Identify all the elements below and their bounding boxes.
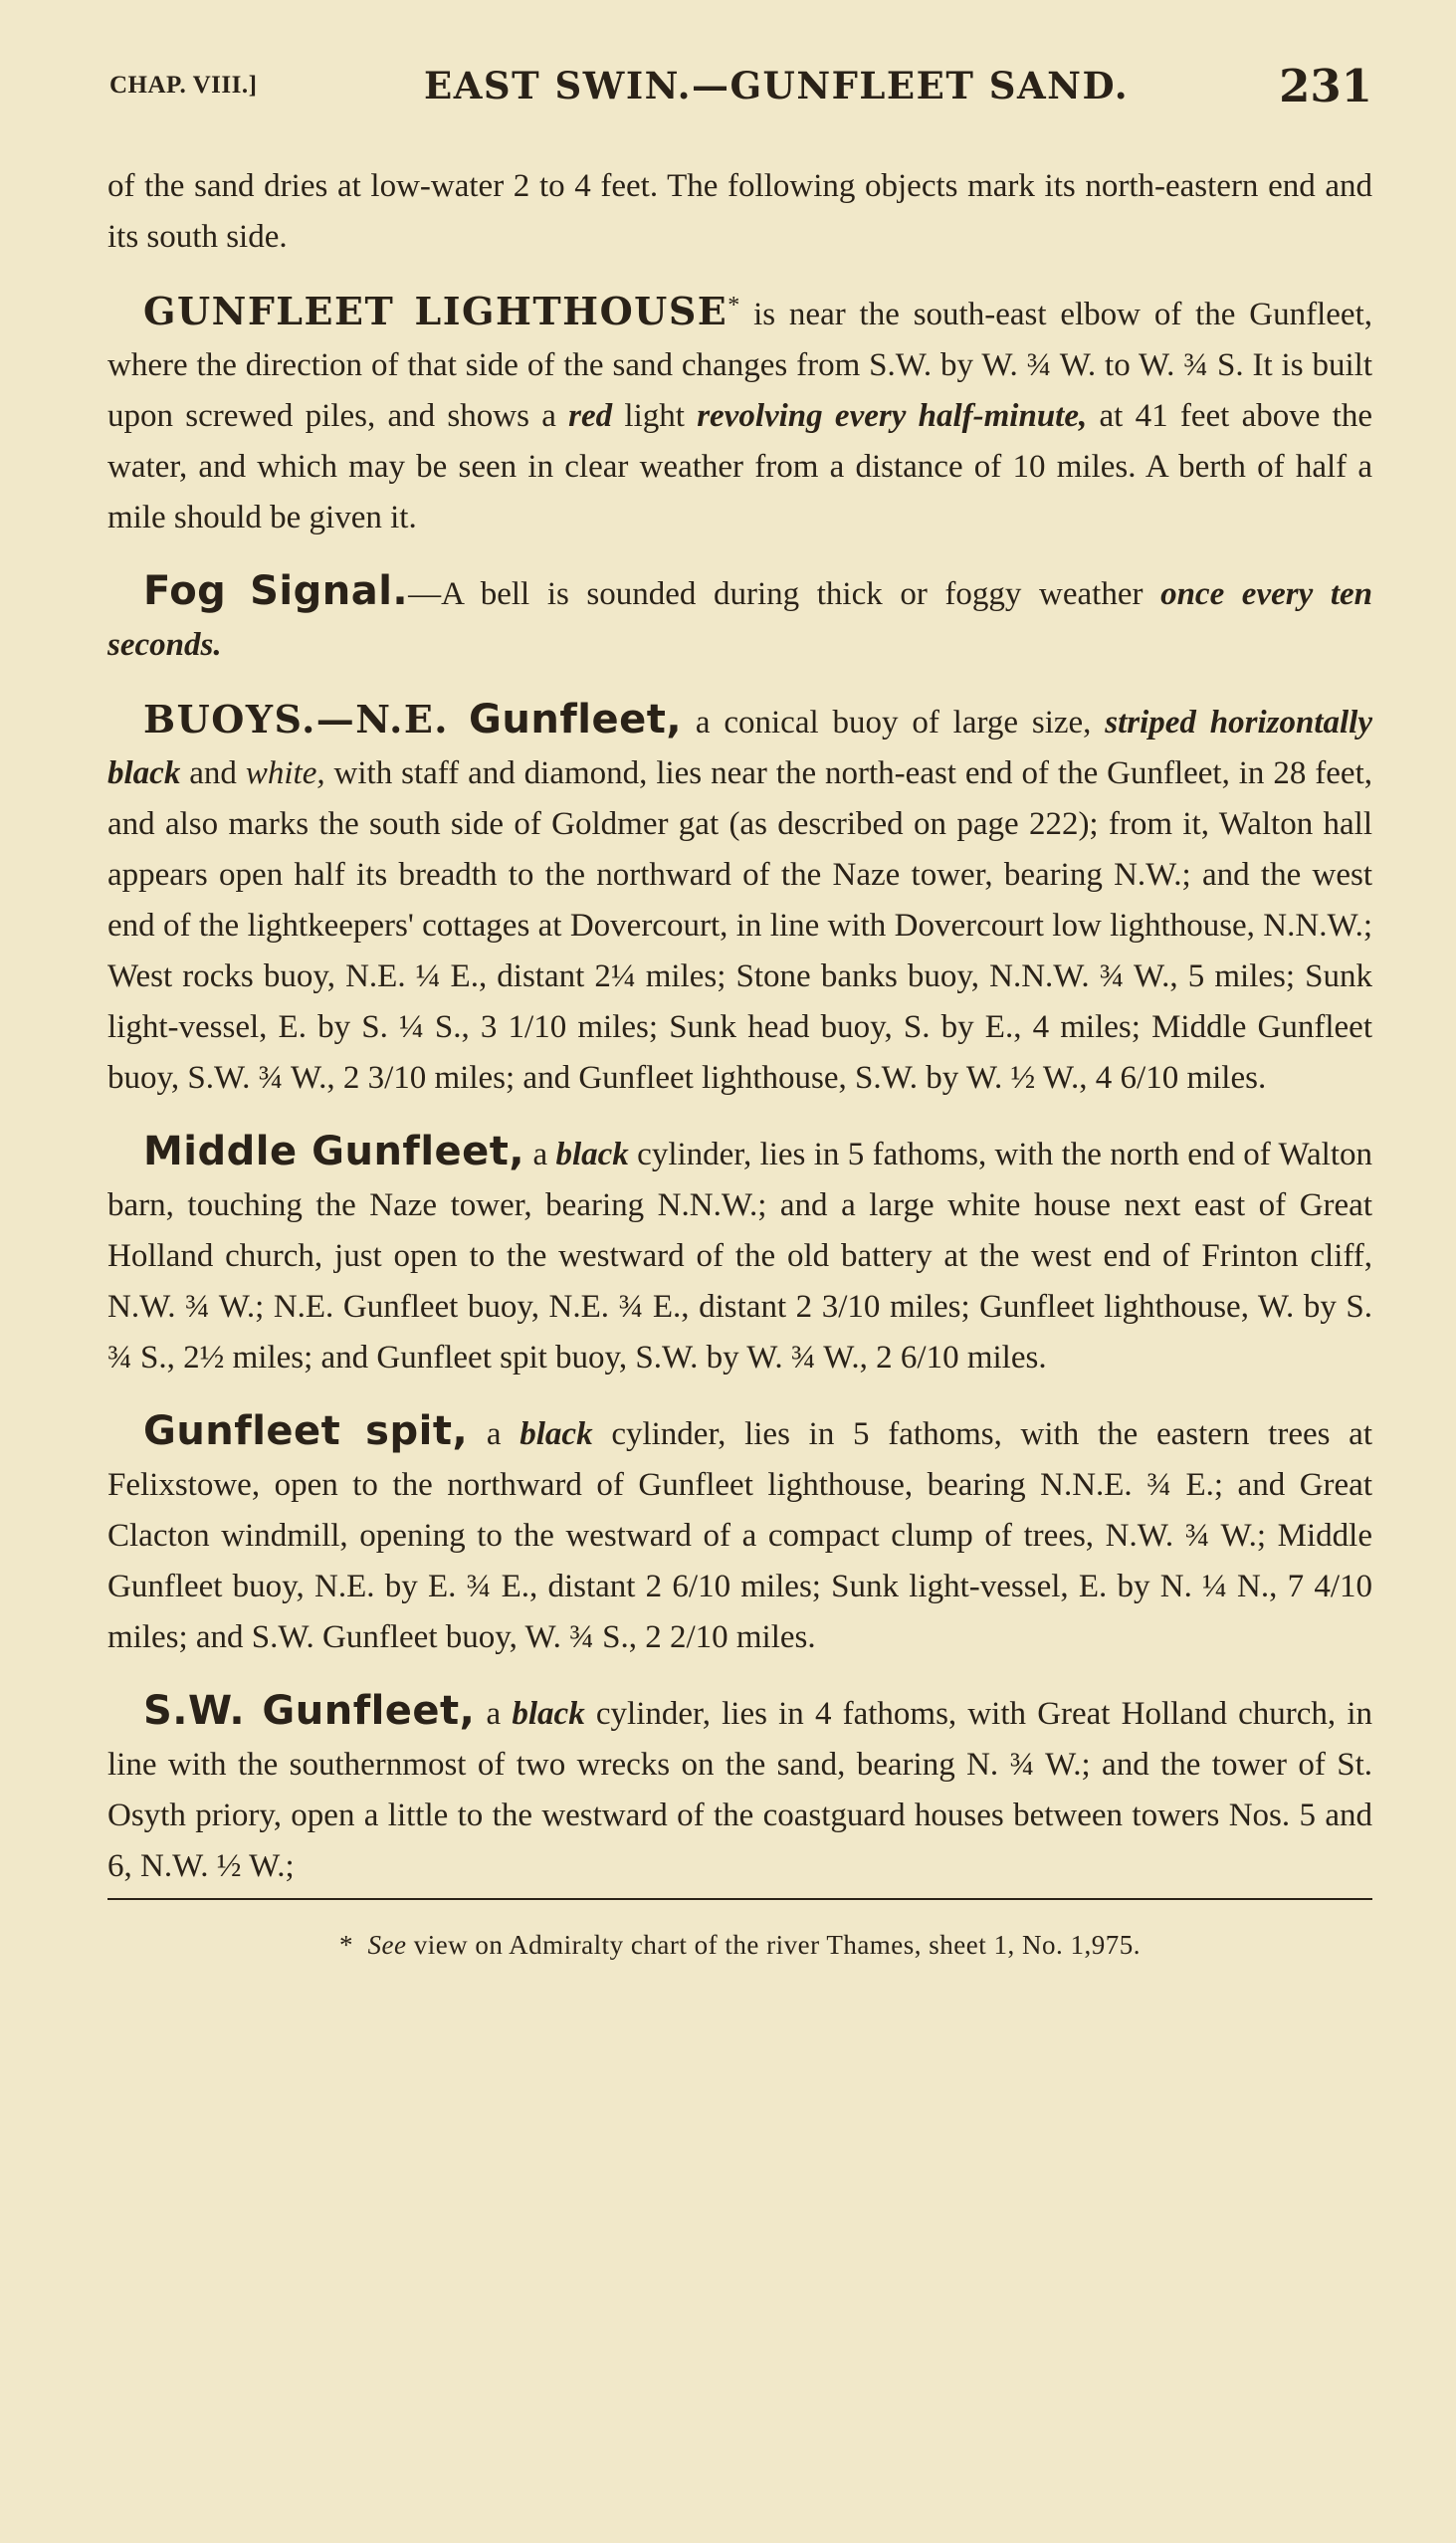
intro-paragraph xyxy=(107,161,1372,263)
footnote-rule xyxy=(107,1898,1372,1900)
lighthouse-text-3: at 41 feet above the water, and which may be seen in clear weather from a distance of 10 miles. A berth of half a mile should be given it. xyxy=(107,398,1372,535)
running-title: EAST SWIN.—GUNFLEET SAND. xyxy=(424,64,1130,107)
lighthouse-paragraph xyxy=(107,286,1372,543)
buoys-paragraph xyxy=(107,694,1372,1104)
chapter-label: CHAP. VIII.] xyxy=(109,72,258,99)
sw-text-2: cylinder, lies in 4 fathoms, with Great Holland church, in line with the southernmost of two wrecks on the sand, bearing N. ¾ W.; and the tower of St. Osyth priory, open a little to the westward of the coastguard houses between towers Nos. 5 and 6, N.W. ½ W.; xyxy=(107,1696,1373,1884)
buoys-italic-1: striped horizontally black xyxy=(107,705,1372,791)
fog-text-1: —A bell is sounded during thick or foggy weather xyxy=(408,576,1161,612)
ne-gunfleet-heading: Gunfleet, xyxy=(449,697,683,742)
buoys-italic-2: white, xyxy=(245,755,325,791)
buoys-text-2: and xyxy=(180,755,246,791)
gunfleet-spit-paragraph xyxy=(107,1406,1372,1663)
lighthouse-italic-2: revolving every half-minute, xyxy=(697,398,1088,434)
intro-text: of the sand dries at low-water 2 to 4 feet. The following objects mark its north-eastern end and its south side. xyxy=(107,168,1372,255)
fog-heading: Fog Signal. xyxy=(143,568,409,614)
sw-gunfleet-paragraph xyxy=(107,1686,1372,1892)
sw-gunfleet-heading: S.W. Gunfleet, xyxy=(143,1688,476,1734)
lighthouse-text-2: light xyxy=(612,398,698,434)
lighthouse-italic-1: red xyxy=(568,398,613,434)
middle-gunfleet-paragraph xyxy=(107,1127,1372,1383)
spit-italic-1: black xyxy=(520,1416,593,1452)
spit-text-1: a xyxy=(468,1416,520,1452)
body-text xyxy=(107,161,1372,1892)
buoys-heading: BUOYS.—N.E. xyxy=(143,697,450,742)
sw-italic-1: black xyxy=(512,1696,585,1732)
fog-italic-1: once every ten seconds. xyxy=(107,576,1373,663)
spit-text-2: cylinder, lies in 5 fathoms, with the eastern trees at Felixstowe, open to the northward of Gunfleet lighthouse, bearing N.N.E. ¾ E.; and Great Clacton windmill, opening to the westward of a compact clump of trees, N.W. ¾ W.; Middle Gunfleet buoy, N.E. by E. ¾ E., distant 2 6/10 miles; Sunk light-vessel, E. by N. ¼ N., 7 4/10 miles; and S.W. Gunfleet buoy, W. ¾ S., 2 2/10 miles. xyxy=(107,1416,1372,1655)
footnote xyxy=(107,1930,1372,1961)
gunfleet-spit-heading: Gunfleet spit, xyxy=(143,1408,469,1454)
middle-text-1: a xyxy=(524,1137,556,1172)
middle-italic-1: black xyxy=(555,1137,629,1172)
footnote-mark: * xyxy=(338,1930,353,1960)
buoys-text-3: with staff and diamond, lies near the north-east end of the Gunfleet, in 28 feet, and also marks the south side of Goldmer gat (as described on page 222); from it, Walton hall appears open half its breadth to the northward of the Naze tower, bearing N.W.; and the west end of the lightkeepers' cottages at Dovercourt, in line with Dovercourt low lighthouse, N.N.W.; West rocks buoy, N.E. ¼ E., distant 2¼ miles; Stone banks buoy, N.N.W. ¾ W., 5 miles; Sunk light-vessel, E. by S. ¼ S., 3 1/10 miles; Sunk head buoy, S. by E., 4 miles; Middle Gunfleet buoy, S.W. ¾ W., 2 3/10 miles; and Gunfleet lighthouse, S.W. by W. ½ W., 4 6/10 miles. xyxy=(107,755,1372,1096)
running-head xyxy=(107,60,1372,119)
fog-paragraph xyxy=(107,566,1372,671)
page-number: 231 xyxy=(1279,60,1372,112)
sw-text-1: a xyxy=(475,1696,513,1732)
buoys-text-1: a conical buoy of large size, xyxy=(682,705,1106,741)
lighthouse-heading: GUNFLEET LIGHTHOUSE xyxy=(143,289,728,333)
footnote-text: view on Admiralty chart of the river Thames, sheet 1, No. 1,975. xyxy=(406,1930,1142,1960)
footnote-see: See xyxy=(367,1930,407,1960)
middle-gunfleet-heading: Middle Gunfleet, xyxy=(143,1129,525,1174)
footnote-reference[interactable]: * xyxy=(728,293,740,318)
middle-text-2: cylinder, lies in 5 fathoms, with the north end of Walton barn, touching the Naze tower, bearing N.N.W.; and a large white house next east of Great Holland church, just open to the westward of the old battery at the west end of Frinton cliff, N.W. ¾ W.; N.E. Gunfleet buoy, N.E. ¾ E., distant 2 3/10 miles; Gunfleet lighthouse, W. by S. ¾ S., 2½ miles; and Gunfleet spit buoy, S.W. by W. ¾ W., 2 6/10 miles. xyxy=(107,1137,1372,1376)
lighthouse-text-1: is near the south-east elbow of the Gunfleet, where the direction of that side of the sand changes from S.W. by W. ¾ W. to W. ¾ S. It is built upon screwed piles, and shows a xyxy=(107,297,1372,434)
